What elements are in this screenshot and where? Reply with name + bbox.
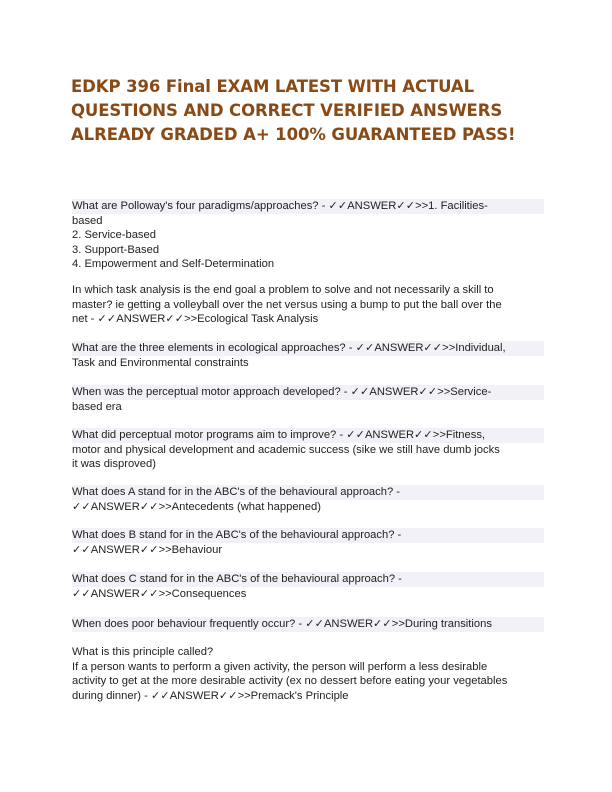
qa-line: 3. Support-Based bbox=[72, 243, 160, 256]
qa-line: If a person wants to perform a given activity, the person will perform a less desirable bbox=[72, 660, 488, 673]
qa-line: activity to get at the more desirable activity (ex no dessert before eating your vegetables bbox=[72, 675, 508, 687]
qa-line: In which task analysis is the end goal a problem to solve and not necessarily a skill to bbox=[72, 284, 494, 296]
qa-line: during dinner) - ✓✓ANSWER✓✓>>Premack's Principle bbox=[72, 689, 349, 702]
qa-item bbox=[72, 199, 544, 272]
qa-item bbox=[72, 428, 544, 472]
qa-line: ✓✓ANSWER✓✓>>Antecedents (what happened) bbox=[72, 500, 321, 513]
qa-line: it was disproved) bbox=[72, 458, 156, 470]
qa-line: What are Polloway's four paradigms/approaches? - ✓✓ANSWER✓✓>>1. Facilities- bbox=[72, 199, 544, 214]
qa-line: motor and physical development and academic success (sike we still have dumb jocks bbox=[72, 443, 500, 456]
qa-line: net - ✓✓ANSWER✓✓>>Ecological Task Analysis bbox=[72, 313, 319, 325]
title-line: ALREADY GRADED A+ 100% GUARANTEED PASS! bbox=[71, 125, 516, 144]
qa-item bbox=[72, 341, 544, 370]
qa-item bbox=[72, 283, 544, 327]
qa-item bbox=[72, 617, 544, 632]
qa-line: What is this principle called? bbox=[72, 646, 214, 658]
qa-line: based bbox=[72, 214, 103, 227]
qa-item bbox=[72, 485, 544, 514]
qa-line: 2. Service-based bbox=[72, 229, 156, 241]
qa-line: What does A stand for in the ABC's of the behavioural approach? - bbox=[72, 485, 544, 500]
qa-line: Task and Environmental constraints bbox=[72, 356, 249, 369]
qa-item bbox=[72, 645, 544, 703]
qa-item bbox=[72, 385, 544, 414]
qa-line: 4. Empowerment and Self-Determination bbox=[72, 258, 275, 270]
qa-line: What does C stand for in the ABC's of the behavioural approach? - bbox=[72, 572, 544, 587]
qa-line: What does B stand for in the ABC's of the behavioural approach? - bbox=[72, 528, 544, 543]
qa-line: When does poor behaviour frequently occur? - ✓✓ANSWER✓✓>>During transitions bbox=[72, 617, 544, 632]
qa-line: What are the three elements in ecological approaches? - ✓✓ANSWER✓✓>>Individual, bbox=[72, 341, 544, 356]
qa-line: ✓✓ANSWER✓✓>>Consequences bbox=[72, 587, 247, 600]
qa-line: What did perceptual motor programs aim to improve? - ✓✓ANSWER✓✓>>Fitness, bbox=[72, 428, 544, 443]
qa-line: based era bbox=[72, 400, 122, 413]
qa-item bbox=[72, 528, 544, 557]
document-title bbox=[71, 75, 551, 147]
title-line: EDKP 396 Final EXAM LATEST WITH ACTUAL bbox=[71, 77, 474, 96]
title-line: QUESTIONS AND CORRECT VERIFIED ANSWERS bbox=[71, 101, 503, 120]
qa-line: When was the perceptual motor approach developed? - ✓✓ANSWER✓✓>>Service- bbox=[72, 385, 544, 400]
qa-item bbox=[72, 572, 544, 601]
qa-line: ✓✓ANSWER✓✓>>Behaviour bbox=[72, 543, 223, 556]
qa-line: master? ie getting a volleyball over the net versus using a bump to put the ball over the bbox=[72, 298, 502, 311]
